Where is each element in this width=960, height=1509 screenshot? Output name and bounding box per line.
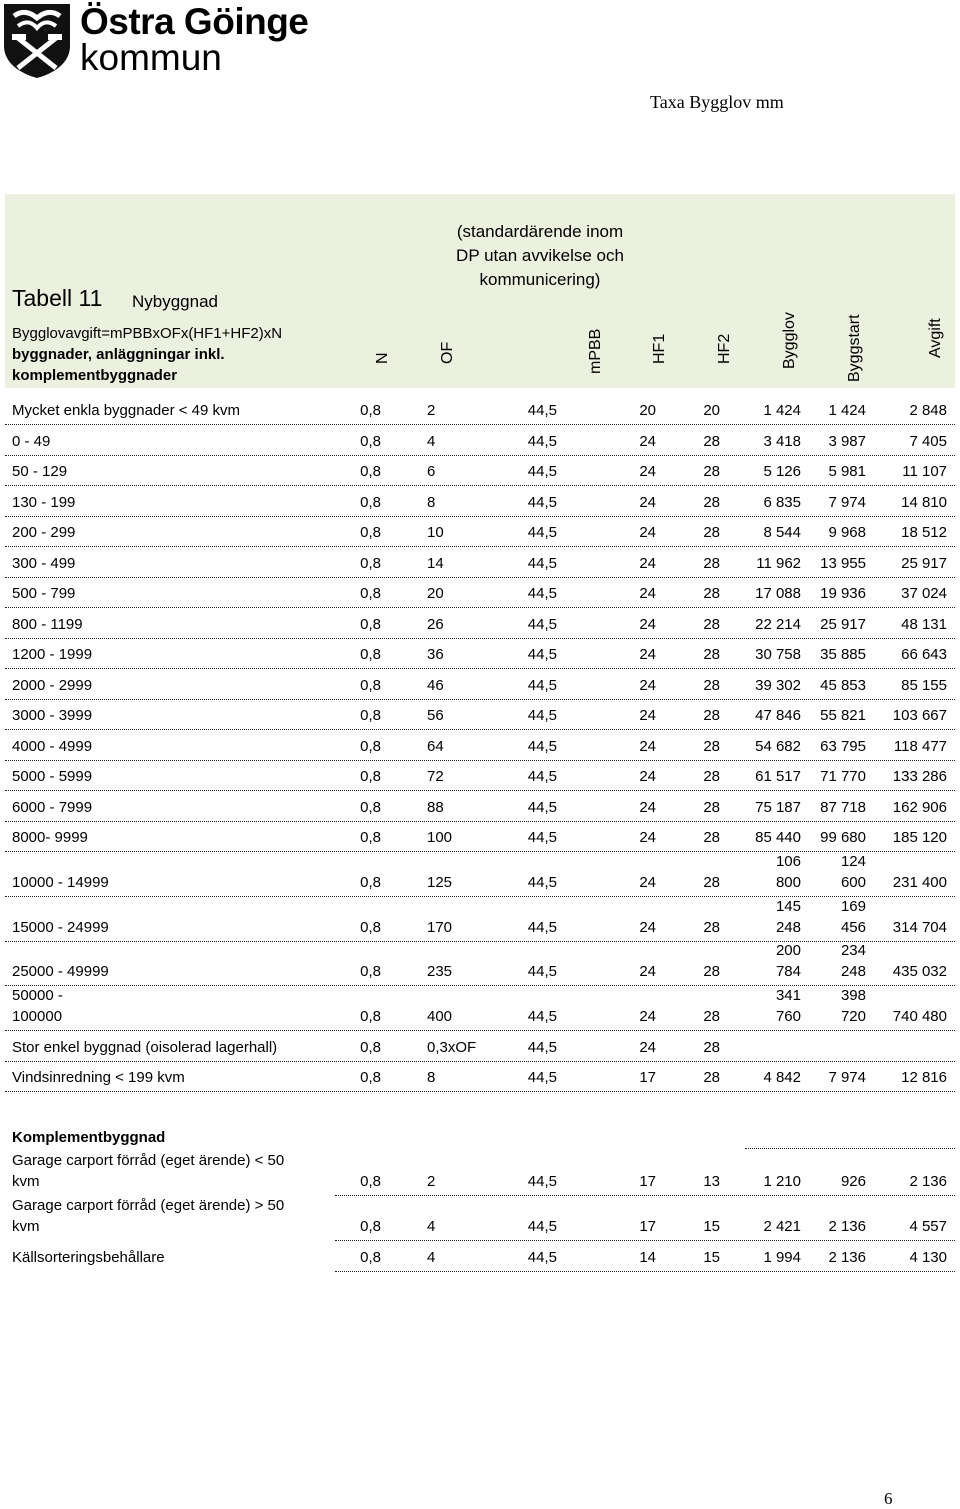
cell-of: 10 bbox=[427, 524, 444, 541]
cell-avgift: 162 906 bbox=[892, 798, 947, 816]
cell-of: 14 bbox=[427, 554, 444, 572]
row-label: Garage carport förråd (eget ärende) > 50 bbox=[12, 1196, 285, 1214]
cell-avgift: 133 286 bbox=[892, 768, 947, 785]
cell-hf2: 13 bbox=[703, 1173, 720, 1190]
cell-avgift: 66 643 bbox=[901, 646, 947, 663]
coat-of-arms-icon bbox=[2, 2, 72, 78]
cell-hf1: 24 bbox=[639, 432, 656, 450]
row-label: 2000 - 2999 bbox=[12, 676, 93, 694]
cell-avgift: 435 032 bbox=[892, 963, 947, 980]
cell-bygglov: 5 126 bbox=[763, 463, 801, 480]
row-divider bbox=[5, 821, 955, 822]
row-divider bbox=[5, 516, 955, 517]
cell-mpbb: 44,5 bbox=[527, 524, 557, 541]
cell-avgift: 231 400 bbox=[892, 874, 947, 891]
row-label: kvm bbox=[12, 1173, 40, 1190]
row-label: 0 - 49 bbox=[12, 432, 51, 450]
cell-of: 8 bbox=[427, 1069, 436, 1086]
cell-hf2: 28 bbox=[703, 493, 720, 511]
row-divider bbox=[5, 546, 955, 547]
cell-bygglov-lower: 760 bbox=[775, 1008, 801, 1025]
cell-of: 56 bbox=[427, 707, 444, 724]
row-label: 5000 - 5999 bbox=[12, 768, 93, 785]
row-label: 10000 - 14999 bbox=[12, 874, 109, 891]
cell-mpbb: 44,5 bbox=[527, 402, 557, 419]
cell-hf2: 28 bbox=[703, 432, 720, 450]
cell-byggstart-lower: 248 bbox=[840, 963, 866, 980]
cell-hf2: 15 bbox=[703, 1217, 720, 1235]
row-divider bbox=[5, 638, 955, 639]
cell-hf2: 28 bbox=[703, 768, 720, 785]
table-subtitle: Nybyggnad bbox=[132, 292, 219, 311]
cell-avgift: 4 130 bbox=[909, 1249, 947, 1266]
cell-avgift: 14 810 bbox=[901, 493, 947, 511]
row-divider bbox=[5, 455, 955, 456]
cell-avgift: 48 131 bbox=[901, 615, 947, 633]
cell-byggstart: 25 917 bbox=[820, 615, 866, 633]
cell-bygglov: 4 842 bbox=[763, 1069, 801, 1086]
cell-of: 125 bbox=[427, 874, 453, 891]
cell-hf1: 24 bbox=[639, 646, 656, 663]
cell-hf2: 28 bbox=[703, 615, 720, 633]
cell-hf1: 24 bbox=[639, 798, 656, 816]
formula-scope-cont: komplementbyggnader bbox=[12, 367, 178, 384]
cell-bygglov-upper: 341 bbox=[775, 987, 801, 1004]
cell-hf1: 20 bbox=[639, 402, 656, 419]
row-divider bbox=[5, 607, 955, 608]
cell-mpbb: 44,5 bbox=[527, 676, 557, 694]
cell-bygglov: 2 421 bbox=[763, 1217, 801, 1235]
cell-mpbb: 44,5 bbox=[527, 615, 557, 633]
cell-byggstart: 926 bbox=[840, 1173, 866, 1190]
row-divider bbox=[5, 699, 955, 700]
cell-hf1: 24 bbox=[639, 1008, 656, 1025]
table-row bbox=[0, 614, 960, 644]
row-label: 8000- 9999 bbox=[12, 829, 88, 846]
cell-byggstart: 99 680 bbox=[820, 829, 866, 846]
cell-of: 72 bbox=[427, 768, 444, 785]
cell-of: 4 bbox=[427, 432, 436, 450]
cell-bygglov-lower: 248 bbox=[775, 918, 801, 936]
cell-bygglov: 22 214 bbox=[755, 615, 801, 633]
cell-hf1: 24 bbox=[639, 963, 656, 980]
row-divider bbox=[5, 577, 955, 578]
cell-bygglov: 1 210 bbox=[763, 1173, 801, 1190]
cell-hf1: 14 bbox=[639, 1249, 656, 1266]
brand-name: Östra Göinge bbox=[80, 1, 309, 42]
row-label: 300 - 499 bbox=[12, 554, 76, 572]
cell-of: 36 bbox=[427, 646, 444, 663]
cell-hf1: 24 bbox=[639, 707, 656, 724]
table-row bbox=[0, 1067, 960, 1097]
cell-n: 0,8 bbox=[360, 918, 381, 936]
col-header-mpbb: mPBB bbox=[587, 328, 604, 374]
row-divider bbox=[5, 485, 955, 486]
table-row bbox=[0, 492, 960, 522]
cell-bygglov: 39 302 bbox=[755, 676, 801, 694]
cell-mpbb: 44,5 bbox=[527, 585, 557, 602]
cell-byggstart: 63 795 bbox=[820, 737, 866, 755]
cell-byggstart-lower: 456 bbox=[840, 918, 866, 936]
cell-hf2: 28 bbox=[703, 874, 720, 891]
table-row bbox=[0, 400, 960, 430]
table-row bbox=[0, 644, 960, 674]
cell-mpbb: 44,5 bbox=[527, 646, 557, 663]
cell-byggstart-lower: 600 bbox=[840, 874, 866, 891]
cell-bygglov: 3 418 bbox=[763, 432, 801, 450]
cell-hf1: 24 bbox=[639, 829, 656, 846]
cell-hf1: 24 bbox=[639, 676, 656, 694]
cell-of: 88 bbox=[427, 798, 444, 816]
cell-avgift: 4 557 bbox=[909, 1217, 947, 1235]
cell-mpbb: 44,5 bbox=[527, 963, 557, 980]
cell-mpbb: 44,5 bbox=[527, 768, 557, 785]
row-label: 1200 - 1999 bbox=[12, 646, 93, 663]
cell-byggstart: 7 974 bbox=[828, 493, 866, 511]
cell-byggstart: 35 885 bbox=[820, 646, 866, 663]
row-label: 500 - 799 bbox=[12, 585, 76, 602]
cell-of: 235 bbox=[427, 963, 453, 980]
cell-bygglov: 1 424 bbox=[763, 402, 801, 419]
col-header-n: N bbox=[374, 352, 391, 364]
cell-n: 0,8 bbox=[360, 829, 381, 846]
brand-subname: kommun bbox=[80, 37, 222, 78]
cell-avgift: 18 512 bbox=[901, 524, 947, 541]
formula-scope: byggnader, anläggningar inkl. bbox=[12, 346, 225, 363]
col-header-avgift: Avgift bbox=[927, 318, 944, 358]
cell-of: 4 bbox=[427, 1249, 436, 1266]
cell-byggstart: 9 968 bbox=[828, 524, 866, 541]
row-label: Garage carport förråd (eget ärende) < 50 bbox=[12, 1152, 285, 1169]
cell-hf1: 24 bbox=[639, 615, 656, 633]
cell-n: 0,8 bbox=[360, 737, 381, 755]
cell-hf2: 28 bbox=[703, 918, 720, 936]
table-row bbox=[0, 583, 960, 613]
cell-mpbb: 44,5 bbox=[527, 493, 557, 511]
row-label: 6000 - 7999 bbox=[12, 798, 93, 816]
cell-n: 0,8 bbox=[360, 615, 381, 633]
cell-of: 26 bbox=[427, 615, 444, 633]
cell-of: 0,3xOF bbox=[427, 1039, 477, 1056]
row-label: 100000 bbox=[12, 1008, 63, 1025]
cell-n: 0,8 bbox=[360, 1069, 381, 1086]
cell-byggstart: 45 853 bbox=[820, 676, 866, 694]
cell-byggstart: 1 424 bbox=[828, 402, 866, 419]
row-divider bbox=[5, 790, 955, 791]
row-label: 50 - 129 bbox=[12, 463, 68, 480]
cell-of: 400 bbox=[427, 1008, 453, 1025]
cell-bygglov: 17 088 bbox=[755, 585, 801, 602]
cell-bygglov-lower: 784 bbox=[775, 963, 801, 980]
col-header-hf1: HF1 bbox=[651, 333, 668, 364]
cell-of: 170 bbox=[427, 918, 453, 936]
cell-hf1: 24 bbox=[639, 874, 656, 891]
cell-hf2: 28 bbox=[703, 554, 720, 572]
cell-hf1: 24 bbox=[639, 1039, 656, 1056]
cell-byggstart: 2 136 bbox=[828, 1217, 866, 1235]
cell-avgift: 7 405 bbox=[909, 432, 947, 450]
cell-bygglov-upper: 106 bbox=[775, 853, 801, 870]
row-divider bbox=[5, 729, 955, 730]
cell-n: 0,8 bbox=[360, 402, 381, 419]
cell-byggstart-upper: 169 bbox=[840, 897, 866, 915]
table-row bbox=[0, 1037, 960, 1067]
cell-n: 0,8 bbox=[360, 585, 381, 602]
cell-hf1: 24 bbox=[639, 554, 656, 572]
cell-mpbb: 44,5 bbox=[527, 1217, 557, 1235]
cell-byggstart: 7 974 bbox=[828, 1069, 866, 1086]
row-label: 15000 - 24999 bbox=[12, 918, 109, 936]
cell-mpbb: 44,5 bbox=[527, 1249, 557, 1266]
cell-hf2: 28 bbox=[703, 463, 720, 480]
cell-bygglov: 1 994 bbox=[763, 1249, 801, 1266]
cell-n: 0,8 bbox=[360, 676, 381, 694]
cell-hf1: 17 bbox=[639, 1173, 656, 1190]
cell-hf2: 28 bbox=[703, 646, 720, 663]
row-label: 3000 - 3999 bbox=[12, 707, 93, 724]
cell-hf1: 24 bbox=[639, 524, 656, 541]
cell-hf1: 24 bbox=[639, 737, 656, 755]
cell-n: 0,8 bbox=[360, 554, 381, 572]
cell-bygglov: 54 682 bbox=[755, 737, 801, 755]
cell-avgift: 11 107 bbox=[902, 463, 947, 480]
cell-byggstart: 3 987 bbox=[828, 432, 866, 450]
row-label: Källsorteringsbehållare bbox=[12, 1249, 165, 1266]
col-header-of: OF bbox=[439, 341, 456, 364]
table-row bbox=[0, 1150, 960, 1194]
table-row bbox=[0, 522, 960, 552]
cell-mpbb: 44,5 bbox=[527, 463, 557, 480]
table-row bbox=[0, 1247, 960, 1277]
cell-mpbb: 44,5 bbox=[527, 874, 557, 891]
cell-n: 0,8 bbox=[360, 493, 381, 511]
cell-of: 20 bbox=[427, 585, 444, 602]
row-divider bbox=[335, 1271, 955, 1272]
col-header-byggstart: Byggstart bbox=[846, 314, 863, 382]
cell-hf2: 28 bbox=[703, 1039, 720, 1056]
cell-bygglov-lower: 800 bbox=[775, 874, 801, 891]
cell-byggstart: 87 718 bbox=[820, 798, 866, 816]
cell-bygglov: 8 544 bbox=[763, 524, 801, 541]
cell-byggstart: 55 821 bbox=[820, 707, 866, 724]
cell-bygglov: 75 187 bbox=[755, 798, 801, 816]
cell-avgift: 118 477 bbox=[893, 737, 947, 755]
cell-byggstart: 19 936 bbox=[820, 585, 866, 602]
row-label: 4000 - 4999 bbox=[12, 737, 93, 755]
row-divider bbox=[5, 1061, 955, 1062]
row-label: 130 - 199 bbox=[12, 493, 76, 511]
cell-of: 46 bbox=[427, 676, 444, 694]
cell-bygglov: 6 835 bbox=[763, 493, 801, 511]
standard-case-note: (standardärende inom DP utan avvikelse och kommunicering) bbox=[456, 222, 624, 289]
formula-text bbox=[12, 323, 282, 386]
table-row bbox=[0, 851, 960, 895]
cell-mpbb: 44,5 bbox=[527, 1173, 557, 1190]
table-row bbox=[0, 766, 960, 796]
cell-n: 0,8 bbox=[360, 874, 381, 891]
cell-n: 0,8 bbox=[360, 646, 381, 663]
cell-hf2: 28 bbox=[703, 707, 720, 724]
cell-byggstart: 5 981 bbox=[828, 463, 866, 480]
row-label: 50000 - bbox=[12, 987, 63, 1004]
cell-n: 0,8 bbox=[360, 1039, 381, 1056]
cell-n: 0,8 bbox=[360, 1217, 381, 1235]
cell-avgift: 2 136 bbox=[909, 1173, 947, 1190]
cell-byggstart-lower: 720 bbox=[840, 1008, 866, 1025]
document-title: Taxa Bygglov mm bbox=[650, 92, 784, 112]
cell-avgift: 12 816 bbox=[901, 1069, 947, 1086]
cell-mpbb: 44,5 bbox=[527, 1039, 557, 1056]
cell-avgift: 185 120 bbox=[892, 829, 947, 846]
cell-n: 0,8 bbox=[360, 768, 381, 785]
table-row bbox=[0, 896, 960, 940]
cell-hf1: 24 bbox=[639, 585, 656, 602]
cell-bygglov-upper: 145 bbox=[775, 897, 801, 915]
col-header-bygglov: Bygglov bbox=[781, 312, 798, 369]
col-header-hf2: HF2 bbox=[716, 333, 733, 364]
cell-of: 8 bbox=[427, 493, 436, 511]
cell-n: 0,8 bbox=[360, 463, 381, 480]
cell-hf1: 24 bbox=[639, 463, 656, 480]
cell-n: 0,8 bbox=[360, 963, 381, 980]
cell-hf1: 24 bbox=[639, 768, 656, 785]
table-row bbox=[0, 940, 960, 984]
cell-hf2: 28 bbox=[703, 676, 720, 694]
cell-mpbb: 44,5 bbox=[527, 918, 557, 936]
cell-mpbb: 44,5 bbox=[527, 707, 557, 724]
cell-avgift: 2 848 bbox=[909, 402, 947, 419]
cell-hf2: 28 bbox=[703, 798, 720, 816]
cell-avgift: 37 024 bbox=[901, 585, 947, 602]
row-divider bbox=[335, 1240, 955, 1241]
table-row bbox=[0, 675, 960, 705]
cell-hf2: 20 bbox=[703, 402, 720, 419]
cell-n: 0,8 bbox=[360, 524, 381, 541]
cell-hf2: 28 bbox=[703, 585, 720, 602]
cell-bygglov: 11 962 bbox=[756, 554, 801, 572]
cell-avgift: 740 480 bbox=[892, 1008, 947, 1025]
cell-of: 2 bbox=[427, 402, 436, 419]
cell-of: 64 bbox=[427, 737, 444, 755]
cell-mpbb: 44,5 bbox=[527, 1008, 557, 1025]
cell-hf2: 28 bbox=[703, 1008, 720, 1025]
cell-avgift: 103 667 bbox=[892, 707, 947, 724]
cell-hf2: 28 bbox=[703, 737, 720, 755]
row-label: Komplementbyggnad bbox=[12, 1129, 166, 1146]
page-number: 6 bbox=[884, 1489, 893, 1508]
row-label: 25000 - 49999 bbox=[12, 963, 109, 980]
cell-hf1: 24 bbox=[639, 493, 656, 511]
cell-of: 2 bbox=[427, 1173, 436, 1190]
logo bbox=[0, 0, 310, 80]
row-label: kvm bbox=[12, 1217, 40, 1235]
cell-of: 6 bbox=[427, 463, 436, 480]
cell-mpbb: 44,5 bbox=[527, 432, 557, 450]
cell-hf2: 28 bbox=[703, 829, 720, 846]
cell-avgift: 85 155 bbox=[901, 676, 947, 694]
table-row bbox=[0, 985, 960, 1029]
cell-byggstart: 2 136 bbox=[828, 1249, 866, 1266]
row-label: 200 - 299 bbox=[12, 524, 76, 541]
cell-mpbb: 44,5 bbox=[527, 1069, 557, 1086]
cell-hf1: 17 bbox=[639, 1069, 656, 1086]
table-title: Tabell 11 bbox=[12, 285, 103, 311]
cell-avgift: 25 917 bbox=[901, 554, 947, 572]
cell-byggstart-upper: 398 bbox=[840, 987, 866, 1004]
row-divider bbox=[5, 1030, 955, 1031]
cell-hf2: 28 bbox=[703, 1069, 720, 1086]
cell-bygglov-upper: 200 bbox=[775, 942, 801, 959]
cell-n: 0,8 bbox=[360, 1173, 381, 1190]
cell-byggstart-upper: 124 bbox=[840, 853, 866, 870]
cell-mpbb: 44,5 bbox=[527, 798, 557, 816]
table-row bbox=[0, 553, 960, 583]
cell-n: 0,8 bbox=[360, 1008, 381, 1025]
table-row bbox=[0, 1195, 960, 1239]
cell-bygglov: 30 758 bbox=[755, 646, 801, 663]
table-row bbox=[0, 431, 960, 461]
cell-of: 100 bbox=[427, 829, 453, 846]
cell-mpbb: 44,5 bbox=[527, 829, 557, 846]
row-divider bbox=[5, 1091, 955, 1092]
cell-hf1: 17 bbox=[639, 1217, 656, 1235]
cell-bygglov: 61 517 bbox=[755, 768, 801, 785]
table-row bbox=[0, 705, 960, 735]
row-label: Mycket enkla byggnader < 49 kvm bbox=[12, 402, 241, 419]
cell-bygglov: 47 846 bbox=[755, 707, 801, 724]
cell-mpbb: 44,5 bbox=[527, 554, 557, 572]
cell-n: 0,8 bbox=[360, 798, 381, 816]
cell-byggstart-upper: 234 bbox=[840, 942, 866, 959]
cell-n: 0,8 bbox=[360, 432, 381, 450]
row-divider bbox=[5, 424, 955, 425]
cell-n: 0,8 bbox=[360, 707, 381, 724]
row-divider bbox=[5, 760, 955, 761]
cell-byggstart: 13 955 bbox=[820, 554, 866, 572]
cell-hf2: 28 bbox=[703, 524, 720, 541]
row-divider bbox=[5, 668, 955, 669]
cell-of: 4 bbox=[427, 1217, 436, 1235]
cell-n: 0,8 bbox=[360, 1249, 381, 1266]
cell-mpbb: 44,5 bbox=[527, 737, 557, 755]
row-divider bbox=[745, 1148, 955, 1149]
cell-avgift: 314 704 bbox=[892, 918, 947, 936]
cell-byggstart: 71 770 bbox=[820, 768, 866, 785]
row-label: Stor enkel byggnad (oisolerad lagerhall) bbox=[12, 1039, 278, 1056]
formula-line: Bygglovavgift=mPBBxOFx(HF1+HF2)xN bbox=[12, 325, 283, 342]
row-label: 800 - 1199 bbox=[12, 615, 83, 633]
cell-hf1: 24 bbox=[639, 918, 656, 936]
table-row bbox=[0, 736, 960, 766]
table-row bbox=[0, 461, 960, 491]
cell-bygglov: 85 440 bbox=[755, 829, 801, 846]
row-label: Vindsinredning < 199 kvm bbox=[12, 1069, 185, 1086]
cell-hf2: 15 bbox=[703, 1249, 720, 1266]
cell-hf2: 28 bbox=[703, 963, 720, 980]
table-row bbox=[0, 797, 960, 827]
